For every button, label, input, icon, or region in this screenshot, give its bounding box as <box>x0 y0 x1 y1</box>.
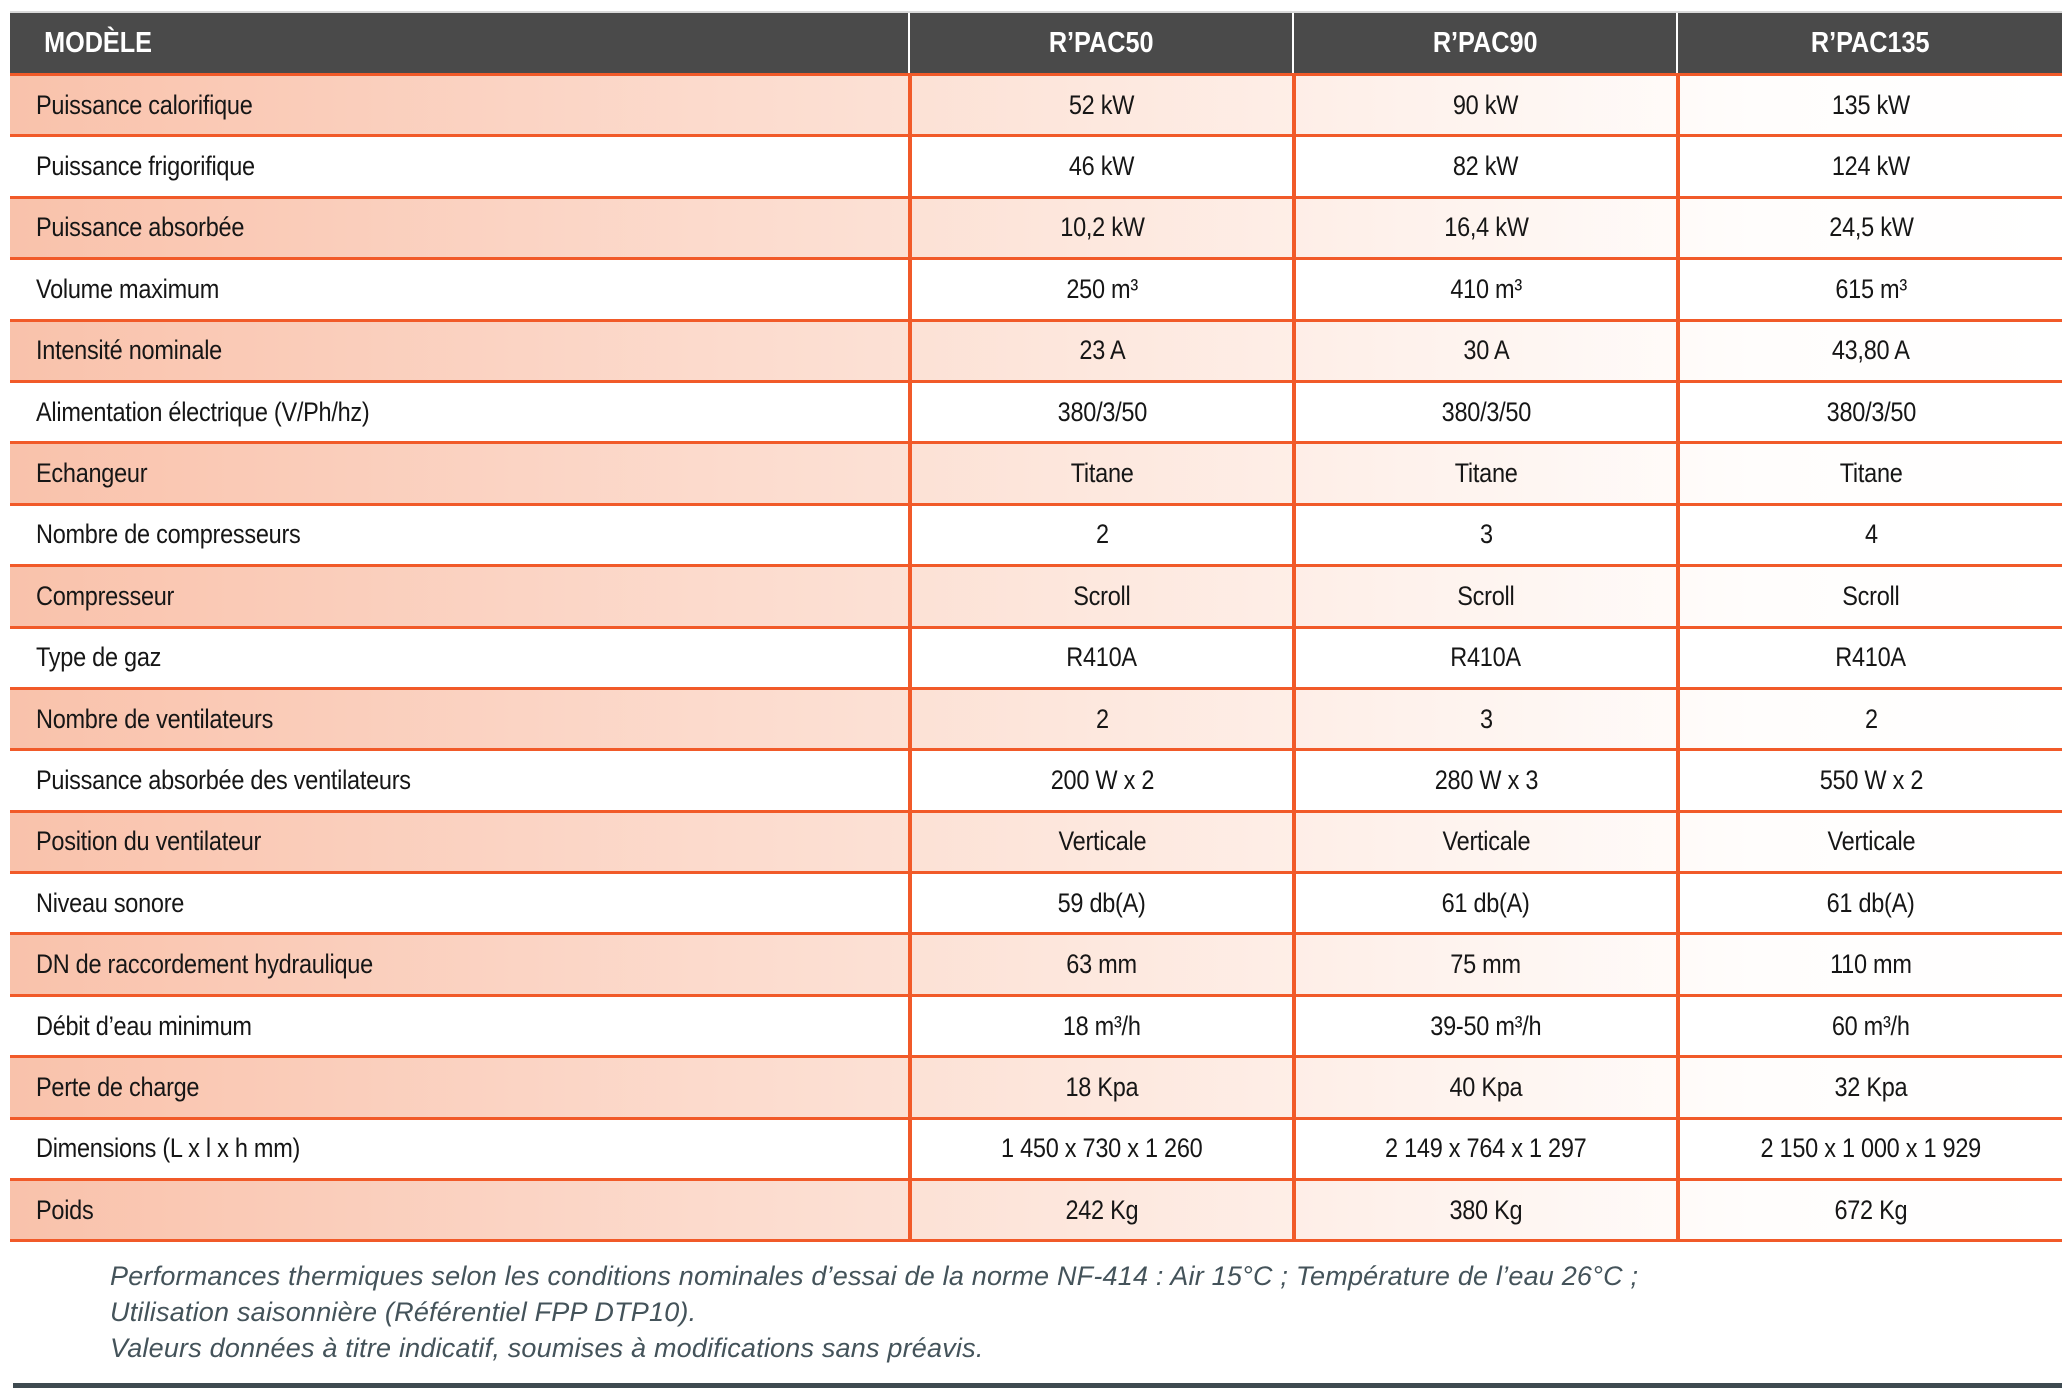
row-value: 23 A <box>1078 335 1125 366</box>
row-value: 40 Kpa <box>1449 1071 1523 1102</box>
row-value-cell <box>1292 322 1676 380</box>
row-value: 30 A <box>1462 335 1509 366</box>
table-row <box>10 503 2062 564</box>
row-value: 52 kW <box>1069 89 1135 120</box>
row-value-cell <box>1292 199 1676 257</box>
row-value-cell <box>1292 813 1676 871</box>
row-value: 60 m³/h <box>1832 1010 1910 1041</box>
row-value: 2 <box>1095 519 1109 550</box>
row-value: 672 Kg <box>1834 1194 1908 1225</box>
row-value: 3 <box>1479 703 1493 734</box>
row-value: 3 <box>1479 519 1493 550</box>
row-value: 82 kW <box>1453 151 1519 182</box>
row-value-cell <box>1292 383 1676 441</box>
row-value: 43,80 A <box>1832 335 1910 366</box>
row-value: 2 149 x 764 x 1 297 <box>1385 1133 1587 1164</box>
row-value: Scroll <box>1073 580 1131 611</box>
row-value-cell <box>1676 322 2062 380</box>
row-value: 59 db(A) <box>1057 887 1147 918</box>
footnote-line-1: Performances thermiques selon les conditions nominales d’essai de la norme NF-414 : Air 15°C ; Température de l’eau 26°C ; <box>110 1261 1639 1291</box>
row-value-cell <box>1292 629 1676 687</box>
table-header-rpac135-label: R’PAC135 <box>1810 26 1930 59</box>
row-value-cell <box>1292 997 1676 1055</box>
table-row <box>10 257 2062 318</box>
row-value: Verticale <box>1827 826 1915 857</box>
row-value-cell <box>908 1181 1292 1239</box>
row-label: Puissance absorbée des ventilateurs <box>36 764 411 795</box>
row-value-cell <box>1676 506 2062 564</box>
table-header-rpac50 <box>908 13 1292 73</box>
row-label: Compresseur <box>36 580 175 611</box>
row-value-cell <box>1676 874 2062 932</box>
row-value: 380 Kg <box>1449 1194 1523 1225</box>
row-value-cell <box>908 874 1292 932</box>
row-value: 615 m³ <box>1835 273 1907 304</box>
row-value: 1 450 x 730 x 1 260 <box>1001 1133 1203 1164</box>
row-value-cell <box>1676 751 2062 809</box>
row-label-cell <box>10 629 908 687</box>
row-label: Volume maximum <box>36 273 220 304</box>
row-value: R410A <box>1835 642 1907 673</box>
row-label: Perte de charge <box>36 1071 200 1102</box>
bottom-rule <box>13 1383 2062 1388</box>
row-label-cell <box>10 260 908 318</box>
row-value-cell <box>1676 690 2062 748</box>
table-row <box>10 196 2062 257</box>
table-header-rpac90 <box>1292 13 1676 73</box>
row-label-cell <box>10 322 908 380</box>
row-value: R410A <box>1066 642 1138 673</box>
row-value-cell <box>1676 567 2062 625</box>
row-value: 18 Kpa <box>1065 1071 1139 1102</box>
row-value: R410A <box>1450 642 1522 673</box>
table-row <box>10 319 2062 380</box>
row-label-cell <box>10 199 908 257</box>
row-label: Dimensions (L x l x h mm) <box>36 1133 301 1164</box>
row-label: DN de raccordement hydraulique <box>36 949 373 980</box>
row-value-cell <box>1292 1181 1676 1239</box>
table-header-model-label: MODÈLE <box>44 26 152 59</box>
row-value-cell <box>1676 1181 2062 1239</box>
row-value: 380/3/50 <box>1826 396 1916 427</box>
row-value-cell <box>908 997 1292 1055</box>
row-value-cell <box>908 383 1292 441</box>
row-label-cell <box>10 751 908 809</box>
table-header-rpac135 <box>1676 13 2062 73</box>
row-value: 2 <box>1864 703 1878 734</box>
row-value: 18 m³/h <box>1063 1010 1141 1041</box>
table-row <box>10 932 2062 993</box>
row-value: 16,4 kW <box>1443 212 1529 243</box>
row-label-cell <box>10 874 908 932</box>
row-label-cell <box>10 137 908 195</box>
row-value: 200 W x 2 <box>1050 764 1154 795</box>
row-value-cell <box>908 567 1292 625</box>
row-label-cell <box>10 1181 908 1239</box>
row-label: Puissance frigorifique <box>36 151 255 182</box>
row-value: 24,5 kW <box>1828 212 1914 243</box>
row-value: 2 150 x 1 000 x 1 929 <box>1760 1133 1982 1164</box>
row-value: 250 m³ <box>1066 273 1138 304</box>
row-value: 280 W x 3 <box>1434 764 1538 795</box>
row-value-cell <box>1676 629 2062 687</box>
row-label: Alimentation électrique (V/Ph/hz) <box>36 396 370 427</box>
row-value-cell <box>1292 874 1676 932</box>
row-value-cell <box>1292 444 1676 502</box>
row-value-cell <box>908 137 1292 195</box>
row-label-cell <box>10 1058 908 1116</box>
row-value-cell <box>908 1058 1292 1116</box>
row-value: 32 Kpa <box>1834 1071 1908 1102</box>
table-row <box>10 380 2062 441</box>
row-value-cell <box>908 629 1292 687</box>
row-label-cell <box>10 383 908 441</box>
table-row <box>10 441 2062 502</box>
table-row <box>10 871 2062 932</box>
row-value-cell <box>1676 199 2062 257</box>
row-value: Scroll <box>1457 580 1515 611</box>
table-row <box>10 748 2062 809</box>
row-label-cell <box>10 690 908 748</box>
row-value-cell <box>1676 1120 2062 1178</box>
row-label-cell <box>10 935 908 993</box>
row-value-cell <box>908 444 1292 502</box>
row-value: 10,2 kW <box>1059 212 1145 243</box>
row-value: 90 kW <box>1453 89 1519 120</box>
row-label: Niveau sonore <box>36 887 185 918</box>
row-value-cell <box>1292 1058 1676 1116</box>
row-value-cell <box>908 935 1292 993</box>
row-value-cell <box>1676 813 2062 871</box>
row-label-cell <box>10 997 908 1055</box>
row-value: 39-50 m³/h <box>1430 1010 1542 1041</box>
table-row <box>10 1117 2062 1178</box>
row-value: Titane <box>1454 458 1518 489</box>
table-header-model <box>10 13 908 73</box>
row-value: 550 W x 2 <box>1819 764 1923 795</box>
row-value: 2 <box>1095 703 1109 734</box>
row-value-cell <box>908 260 1292 318</box>
row-value-cell <box>908 690 1292 748</box>
row-value-cell <box>1292 76 1676 134</box>
row-label: Nombre de ventilateurs <box>36 703 274 734</box>
row-value: 46 kW <box>1069 151 1135 182</box>
row-value: 4 <box>1864 519 1878 550</box>
row-label-cell <box>10 813 908 871</box>
row-value-cell <box>908 322 1292 380</box>
table-row <box>10 73 2062 134</box>
row-value: Titane <box>1839 458 1903 489</box>
row-value: 242 Kg <box>1065 1194 1139 1225</box>
row-label: Position du ventilateur <box>36 826 262 857</box>
row-value-cell <box>1676 997 2062 1055</box>
footnote-line-3: Valeurs données à titre indicatif, soumises à modifications sans préavis. <box>110 1333 984 1363</box>
row-value-cell <box>1676 76 2062 134</box>
row-value-cell <box>908 199 1292 257</box>
row-label-cell <box>10 1120 908 1178</box>
row-value: 135 kW <box>1831 89 1911 120</box>
row-label: Echangeur <box>36 458 148 489</box>
table-row <box>10 626 2062 687</box>
table-row <box>10 564 2062 625</box>
table-header-rpac50-label: R’PAC50 <box>1048 26 1154 59</box>
row-value: 63 mm <box>1066 949 1138 980</box>
row-value-cell <box>1292 506 1676 564</box>
row-value-cell <box>1676 444 2062 502</box>
row-value-cell <box>1292 137 1676 195</box>
row-value: 380/3/50 <box>1441 396 1531 427</box>
row-label: Nombre de compresseurs <box>36 519 301 550</box>
row-value-cell <box>1676 935 2062 993</box>
footnote-line-2: Utilisation saisonnière (Référentiel FPP DTP10). <box>110 1297 697 1327</box>
table-row <box>10 134 2062 195</box>
row-value-cell <box>1292 260 1676 318</box>
row-label: Puissance calorifique <box>36 89 253 120</box>
row-value: 61 db(A) <box>1441 887 1531 918</box>
row-value-cell <box>1676 137 2062 195</box>
row-value-cell <box>908 506 1292 564</box>
row-value-cell <box>1292 935 1676 993</box>
row-label-cell <box>10 76 908 134</box>
row-value-cell <box>1676 1058 2062 1116</box>
row-value-cell <box>1292 1120 1676 1178</box>
row-value: 410 m³ <box>1450 273 1522 304</box>
row-value-cell <box>908 1120 1292 1178</box>
row-label-cell <box>10 506 908 564</box>
row-value-cell <box>1292 690 1676 748</box>
row-value: Scroll <box>1842 580 1900 611</box>
table-row <box>10 1178 2062 1239</box>
row-value: Verticale <box>1058 826 1146 857</box>
table-row <box>10 994 2062 1055</box>
row-value-cell <box>908 813 1292 871</box>
row-label: Débit d’eau minimum <box>36 1010 252 1041</box>
table-row <box>10 810 2062 871</box>
row-value: 110 mm <box>1830 949 1912 980</box>
row-value-cell <box>1676 383 2062 441</box>
row-value: 75 mm <box>1450 949 1522 980</box>
table-header-row <box>10 11 2062 73</box>
row-label: Intensité nominale <box>36 335 222 366</box>
table-body <box>10 73 2062 1242</box>
table-header-rpac90-label: R’PAC90 <box>1432 26 1538 59</box>
footnote <box>110 1258 1940 1366</box>
row-value-cell <box>1676 260 2062 318</box>
row-value-cell <box>1292 751 1676 809</box>
row-value-cell <box>1292 567 1676 625</box>
table-row <box>10 687 2062 748</box>
table-row <box>10 1055 2062 1116</box>
spec-table <box>10 11 2062 1242</box>
row-label: Poids <box>36 1194 94 1225</box>
row-label-cell <box>10 567 908 625</box>
row-value: 61 db(A) <box>1826 887 1916 918</box>
row-label: Puissance absorbée <box>36 212 245 243</box>
row-label: Type de gaz <box>36 642 162 673</box>
row-label-cell <box>10 444 908 502</box>
row-value: Verticale <box>1442 826 1530 857</box>
row-value: 124 kW <box>1831 151 1911 182</box>
row-value: Titane <box>1070 458 1134 489</box>
row-value: 380/3/50 <box>1057 396 1147 427</box>
row-value-cell <box>908 76 1292 134</box>
row-value-cell <box>908 751 1292 809</box>
